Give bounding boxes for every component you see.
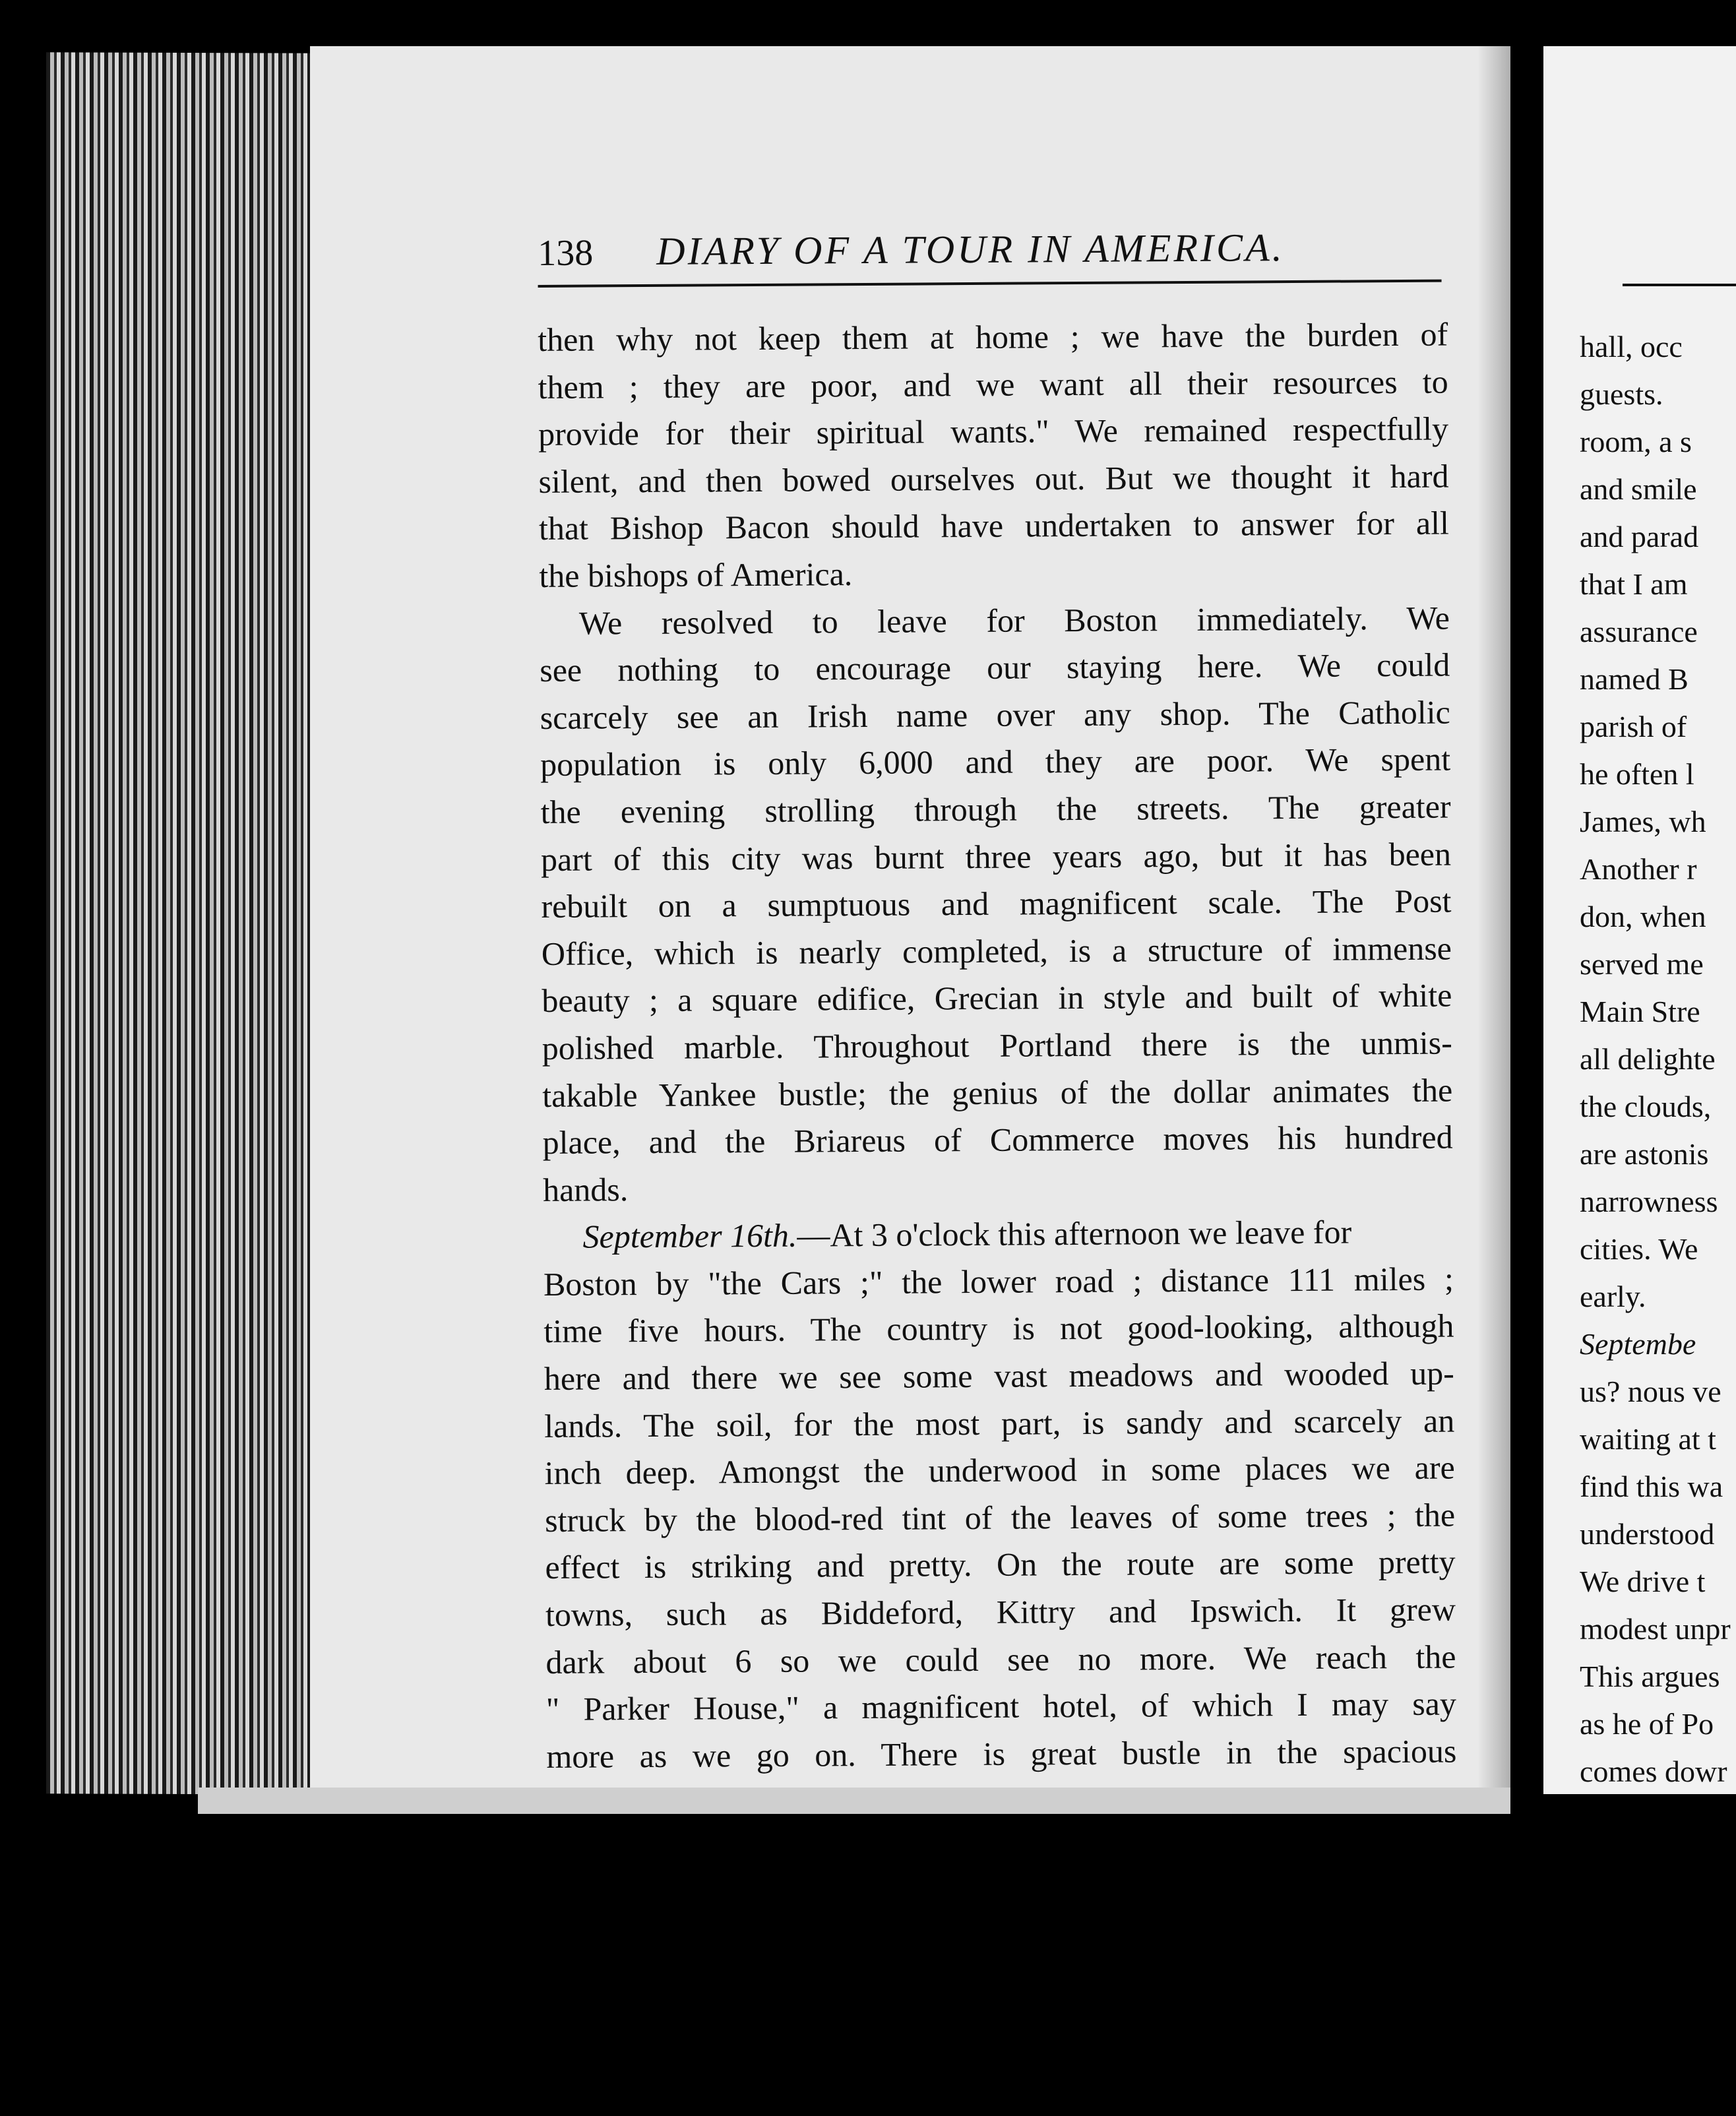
text-line: We resolved to leave for Boston immediately. We (578, 599, 1450, 642)
text-line: dark about 6 so we could see no more. We reach the (545, 1638, 1456, 1681)
text-line: polished marble. Throughout Portland there is the unmis- (542, 1024, 1452, 1067)
right-page-text (1580, 323, 1736, 1795)
body-text (538, 311, 1457, 1781)
right-text-line: the clouds, (1580, 1090, 1712, 1123)
book-gutter (1510, 26, 1543, 1820)
text-line: the evening strolling through the streets. The greater (540, 788, 1451, 830)
dated-entry-line (543, 1208, 1453, 1261)
text-line: lands. The soil, for the most part, is sandy and scarcely an (544, 1402, 1455, 1445)
right-text-line: served me (1580, 947, 1704, 981)
text-line: towns, such as Biddeford, Kittry and Ipswich. It grew (545, 1590, 1456, 1633)
text-line: " Parker House," a magnificent hotel, of which I may say (545, 1685, 1457, 1728)
text-line: time five hours. The country is not good-looking, although (543, 1307, 1454, 1350)
page-bottom-edge (198, 1788, 1510, 1814)
right-text-line: Main Stre (1580, 995, 1700, 1028)
right-text-line: and smile (1580, 472, 1697, 506)
text-line: inch deep. Amongst the underwood in some places we are (544, 1448, 1455, 1492)
right-text-line: waiting at t (1580, 1422, 1716, 1456)
right-text-line: find this wa (1580, 1470, 1723, 1503)
text-line: place, and the Briareus of Commerce moves his hundred (542, 1118, 1453, 1162)
right-text-line: and parad (1580, 520, 1699, 553)
right-text-line: that I am (1580, 567, 1688, 601)
right-text-line: We drive t (1580, 1565, 1706, 1598)
right-text-line: named B (1580, 662, 1689, 696)
right-text-line: he often l (1580, 757, 1694, 791)
right-text-line: all delighte (1580, 1042, 1716, 1076)
right-text-line: understood (1580, 1517, 1715, 1551)
book-page-edges (46, 52, 323, 1794)
right-page-rule (1623, 284, 1736, 286)
text-line: population is only 6,000 and they are poor. We spent (540, 740, 1451, 784)
right-text-line: comes dowr (1580, 1755, 1727, 1788)
right-text-line: Another r (1580, 852, 1697, 886)
right-text-line: narrowness (1580, 1185, 1718, 1218)
right-text-line: as he of Po (1580, 1707, 1714, 1741)
right-text-line: Septembe (1580, 1327, 1696, 1361)
text-line: scarcely see an Irish name over any shop. The Catholic (540, 693, 1450, 736)
right-text-line: don, when (1580, 900, 1706, 933)
text-line: see nothing to encourage our staying here. We could (540, 646, 1450, 689)
page-number: 138 (538, 232, 594, 274)
running-title: DIARY OF A TOUR IN AMERICA. (656, 226, 1285, 273)
text-line: the bishops of America. (539, 555, 853, 594)
running-head (538, 220, 1442, 288)
text-line: effect is striking and pretty. On the route are some pretty (545, 1543, 1456, 1586)
right-text-line: us? nous ve (1580, 1375, 1721, 1408)
right-text-line: modest unpr (1580, 1612, 1731, 1646)
text-line: provide for their spiritual wants." We remained respectfully (538, 410, 1449, 453)
text-line: —At 3 o'clock this afternoon we leave for (797, 1213, 1352, 1254)
text-line: then why not keep them at home ; we have the burden of (538, 315, 1448, 358)
page-shadow (1477, 46, 1510, 1788)
text-line: here and there we see some vast meadows and wooded up- (543, 1354, 1454, 1398)
right-text-line: guests. (1580, 377, 1663, 411)
text-line: rebuilt on a sumptuous and magnificent scale. The Post (541, 882, 1452, 925)
right-text-line: James, wh (1580, 805, 1706, 838)
text-line: Boston by "the Cars ;" the lower road ; distance 111 miles ; (543, 1260, 1454, 1303)
right-text-line: assurance (1580, 615, 1698, 648)
text-line: beauty ; a square edifice, Grecian in style and built of white (542, 976, 1452, 1020)
date-entry: September 16th. (582, 1216, 797, 1255)
right-text-line: This argues (1580, 1660, 1720, 1693)
right-text-line: cities. We (1580, 1232, 1698, 1266)
text-line: struck by the blood-red tint of the leaves of some trees ; the (544, 1496, 1456, 1539)
text-line: Office, which is nearly completed, is a structure of immense (541, 929, 1452, 972)
text-line: more as we go on. There is great bustle in the spacious (546, 1732, 1457, 1775)
text-line: silent, and then bowed ourselves out. But we thought it hard (538, 457, 1449, 500)
right-text-line: early. (1580, 1280, 1646, 1313)
right-text-line: room, a s (1580, 425, 1692, 458)
text-line: them ; they are poor, and we want all their resources to (538, 363, 1448, 406)
text-line: hands. (542, 1170, 629, 1208)
right-text-line: are astonis (1580, 1137, 1709, 1171)
text-line: takable Yankee bustle; the genius of the dollar animates the (542, 1071, 1453, 1114)
right-text-line: parish of (1580, 710, 1687, 743)
text-line: part of this city was burnt three years ago, but it has been (540, 835, 1452, 878)
right-text-line: hall, occ (1580, 330, 1683, 363)
text-line: that Bishop Bacon should have undertaken to answer for all (538, 504, 1450, 547)
